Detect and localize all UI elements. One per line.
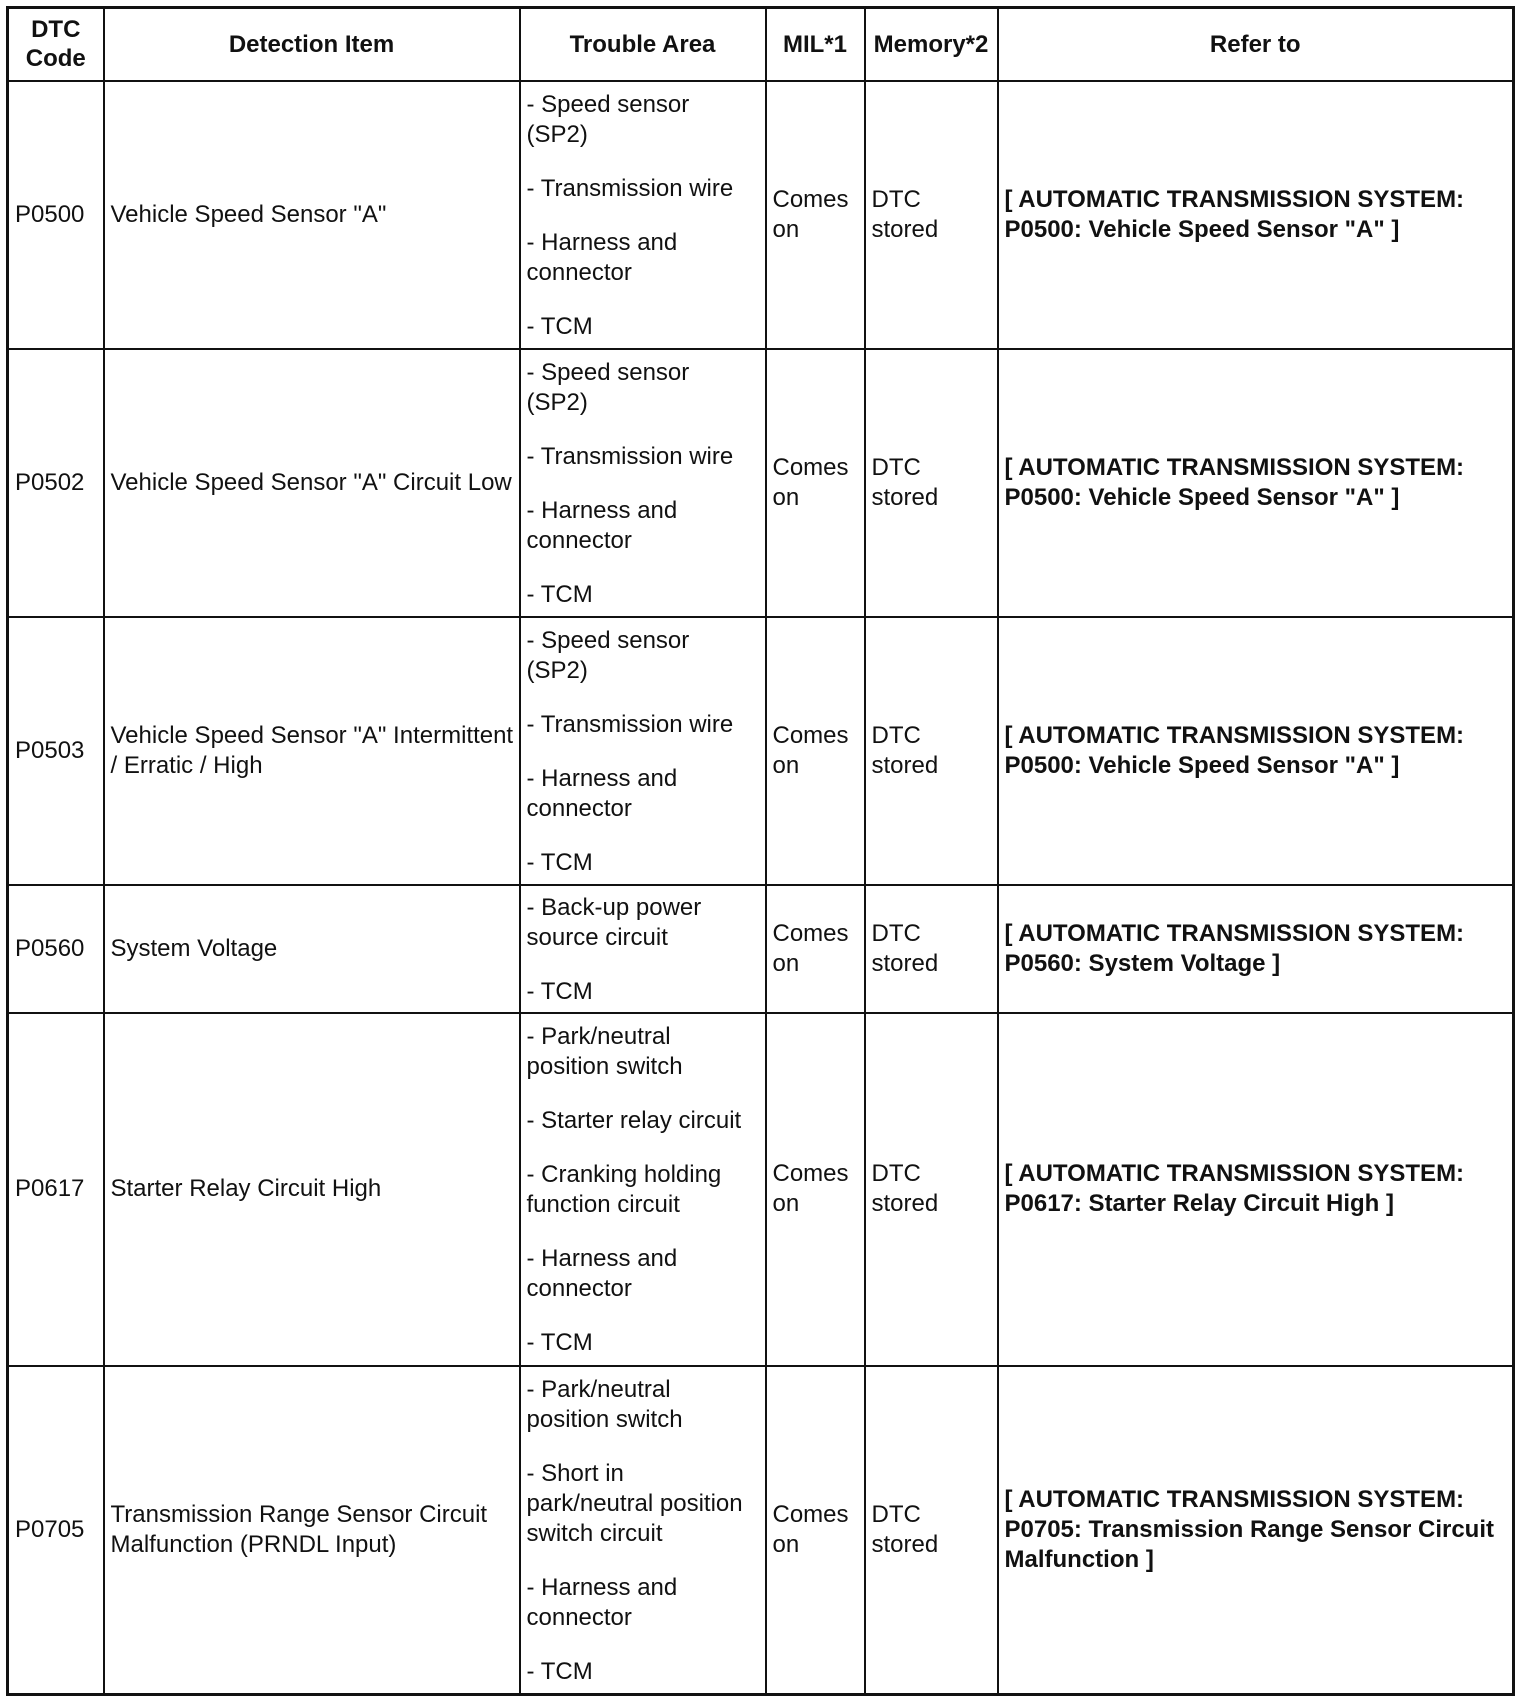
trouble-area-cell [520,885,766,1013]
trouble-area-cell [520,1366,766,1695]
header-memory: Memory*2 [865,8,998,81]
memory-cell: DTC stored [865,885,998,1013]
table-row [8,81,1514,349]
refer-to-link-text: [ AUTOMATIC TRANSMISSION SYSTEM: P0500: Vehicle Speed Sensor "A" ] [1004,185,1465,243]
dtc-table [6,6,1515,1696]
dtc-code-cell: P0503 [8,617,104,885]
trouble-area-item: - TCM [526,312,593,340]
memory-cell: DTC stored [865,81,998,349]
trouble-area-item: - TCM [526,1329,593,1356]
refer-to-cell [998,885,1514,1013]
detection-item-cell: Vehicle Speed Sensor "A" [104,81,520,349]
refer-to-cell [998,81,1514,349]
memory-cell: DTC stored [865,617,998,885]
trouble-area-item: - Harness and connector [526,1573,678,1631]
trouble-area-item: - Park/neutral position switch [526,1023,683,1080]
trouble-area-item: - Speed sensor (SP2) [526,358,690,416]
trouble-area-item: - Speed sensor (SP2) [526,626,690,684]
header-dtc-code: DTC Code [8,8,104,81]
header-row [8,8,1514,81]
detection-item-cell: Starter Relay Circuit High [104,1013,520,1366]
header-detection-item: Detection Item [104,8,520,81]
refer-to-cell [998,617,1514,885]
trouble-area-cell [520,349,766,617]
table-row [8,349,1514,617]
dtc-code-cell: P0617 [8,1013,104,1366]
mil-cell: Comes on [766,617,865,885]
trouble-area-item: - Transmission wire [526,174,734,202]
dtc-code-cell: P0500 [8,81,104,349]
detection-item-cell: Vehicle Speed Sensor "A" Circuit Low [104,349,520,617]
trouble-area-item: - Back-up power source circuit [526,893,702,951]
trouble-area-item: - Cranking holding function circuit [526,1161,722,1218]
trouble-area-item: - Harness and connector [526,764,678,822]
header-refer-to: Refer to [998,8,1514,81]
header-trouble-area: Trouble Area [520,8,766,81]
refer-to-cell [998,1013,1514,1366]
mil-cell: Comes on [766,1013,865,1366]
table-row [8,885,1514,1013]
mil-cell: Comes on [766,1366,865,1695]
trouble-area-item: - Harness and connector [526,228,678,286]
trouble-area-item: - Transmission wire [526,442,734,470]
refer-to-link-text: [ AUTOMATIC TRANSMISSION SYSTEM: P0560: System Voltage ] [1004,919,1465,977]
trouble-area-item: - TCM [526,580,593,608]
refer-to-cell [998,1366,1514,1695]
trouble-area-cell [520,1013,766,1366]
memory-cell: DTC stored [865,1013,998,1366]
trouble-area-cell [520,617,766,885]
refer-to-cell [998,349,1514,617]
trouble-area-item: - TCM [526,848,593,876]
memory-cell: DTC stored [865,1366,998,1695]
trouble-area-item: - TCM [526,1657,593,1685]
trouble-area-item: - Park/neutral position switch [526,1375,683,1433]
refer-to-link-text: [ AUTOMATIC TRANSMISSION SYSTEM: P0500: Vehicle Speed Sensor "A" ] [1004,453,1465,511]
trouble-area-cell [520,81,766,349]
memory-cell: DTC stored [865,349,998,617]
table-row [8,1366,1514,1695]
dtc-code-cell: P0705 [8,1366,104,1695]
dtc-code-cell: P0560 [8,885,104,1013]
trouble-area-item: - Harness and connector [526,496,678,554]
trouble-area-item: - TCM [526,977,593,1005]
header-mil: MIL*1 [766,8,865,81]
table-body [8,81,1514,1695]
detection-item-cell: Vehicle Speed Sensor "A" Intermittent / Erratic / High [104,617,520,885]
refer-to-link-text: [ AUTOMATIC TRANSMISSION SYSTEM: P0500: Vehicle Speed Sensor "A" ] [1004,721,1465,779]
mil-cell: Comes on [766,885,865,1013]
trouble-area-item: - Short in park/neutral position switch circuit [526,1459,743,1547]
dtc-code-cell: P0502 [8,349,104,617]
table-row [8,617,1514,885]
refer-to-link-text: [ AUTOMATIC TRANSMISSION SYSTEM: P0617: Starter Relay Circuit High ] [1004,1160,1465,1217]
refer-to-link-text: [ AUTOMATIC TRANSMISSION SYSTEM: P0705: Transmission Range Sensor Circuit Malfunction ] [1004,1485,1495,1573]
mil-cell: Comes on [766,349,865,617]
detection-item-cell: Transmission Range Sensor Circuit Malfunction (PRNDL Input) [104,1366,520,1695]
trouble-area-item: - Starter relay circuit [526,1107,742,1134]
detection-item-cell: System Voltage [104,885,520,1013]
trouble-area-item: - Transmission wire [526,710,734,738]
trouble-area-item: - Harness and connector [526,1245,678,1302]
trouble-area-item: - Speed sensor (SP2) [526,90,690,148]
table-row [8,1013,1514,1366]
mil-cell: Comes on [766,81,865,349]
